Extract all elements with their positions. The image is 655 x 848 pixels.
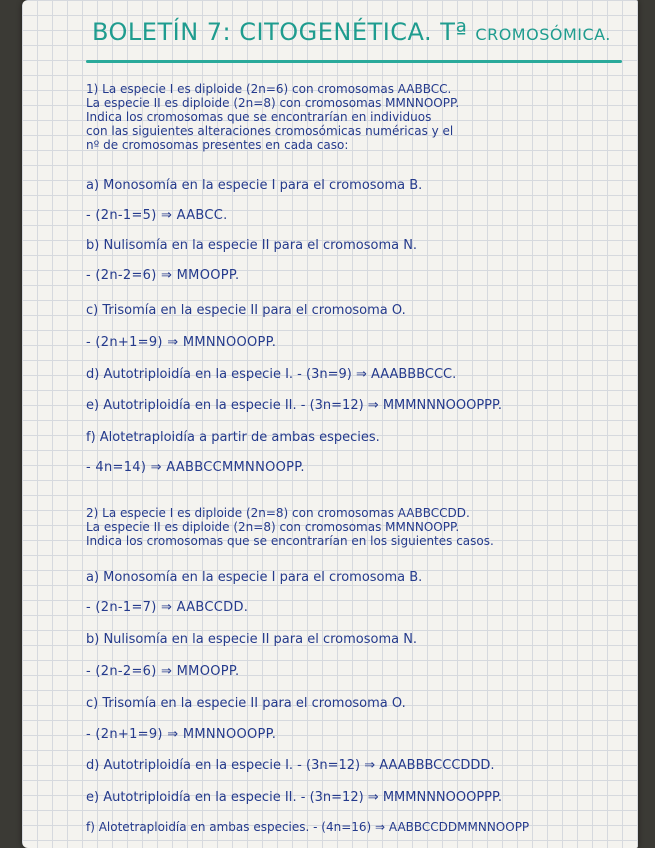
exercise-1-answer-c: - (2n+1=9) ⇒ MMNNOOOPP. [86,335,277,350]
exercise-2-question-f: f) Alotetraploidía en ambas especies. - (4n=16) ⇒ AABBCCDDMMNNOOPP [86,820,530,834]
exercise-1-question-d: d) Autotriploidía en la especie I. - (3n=9) ⇒ AAABBBCCC. [86,367,457,382]
exercise-2-intro-line: La especie II es diploide (2n=8) con cromosomas MMNNOOPP. [86,520,460,534]
exercise-2-intro-line: 2) La especie I es diploide (2n=8) con cromosomas AABBCCDD. [86,506,470,520]
exercise-2-answer-a: - (2n-1=7) ⇒ AABCCDD. [86,600,249,615]
exercise-1-question-e: e) Autotriploidía en la especie II. - (3n=12) ⇒ MMMNNNOOOPPP. [86,398,502,413]
exercise-1-intro-line: nº de cromosomas presentes en cada caso: [86,138,349,152]
exercise-2-intro-line: Indica los cromosomas que se encontrarían en los siguientes casos. [86,534,494,548]
exercise-1-answer-a: - (2n-1=5) ⇒ AABCC. [86,208,228,223]
exercise-1-intro-line: La especie II es diploide (2n=8) con cromosomas MMNNOOPP. [86,96,460,110]
exercise-2-answer-b: - (2n-2=6) ⇒ MMOOPP. [86,664,240,679]
exercise-1-question-a: a) Monosomía en la especie I para el cromosoma B. [86,178,423,193]
exercise-2-answer-c: - (2n+1=9) ⇒ MMNNOOOPP. [86,727,277,742]
exercise-1-intro-line: Indica los cromosomas que se encontrarían en individuos [86,110,432,124]
exercise-2-question-d: d) Autotriploidía en la especie I. - (3n=12) ⇒ AAABBBCCCDDD. [86,758,495,773]
exercise-2-question-e: e) Autotriploidía en la especie II. - (3n=12) ⇒ MMMNNNOOOPPP. [86,790,502,805]
exercise-1-question-f: f) Alotetraploidía a partir de ambas especies. [86,430,380,445]
exercise-1-question-b: b) Nulisomía en la especie II para el cromosoma N. [86,238,418,253]
page-title [92,18,632,46]
exercise-1-answer-b: - (2n-2=6) ⇒ MMOOPP. [86,268,240,283]
exercise-2-question-b: b) Nulisomía en la especie II para el cromosoma N. [86,632,418,647]
exercise-1-question-c: c) Trisomía en la especie II para el cromosoma O. [86,303,406,318]
exercise-1-intro-line: con las siguientes alteraciones cromosómicas numéricas y el [86,124,454,138]
exercise-1-answer-f: - 4n=14) ⇒ AABBCCMMNNOOPP. [86,460,305,475]
exercise-2-question-a: a) Monosomía en la especie I para el cromosoma B. [86,570,423,585]
notebook-page [22,0,638,848]
title-underline [86,60,622,63]
exercise-2-question-c: c) Trisomía en la especie II para el cromosoma O. [86,696,406,711]
title-main: BOLETÍN 7: CITOGENÉTICA. Tª [92,18,468,46]
title-sub: CROMOSÓMICA. [475,25,611,44]
exercise-1-intro-line: 1) La especie I es diploide (2n=6) con cromosomas AABBCC. [86,82,452,96]
